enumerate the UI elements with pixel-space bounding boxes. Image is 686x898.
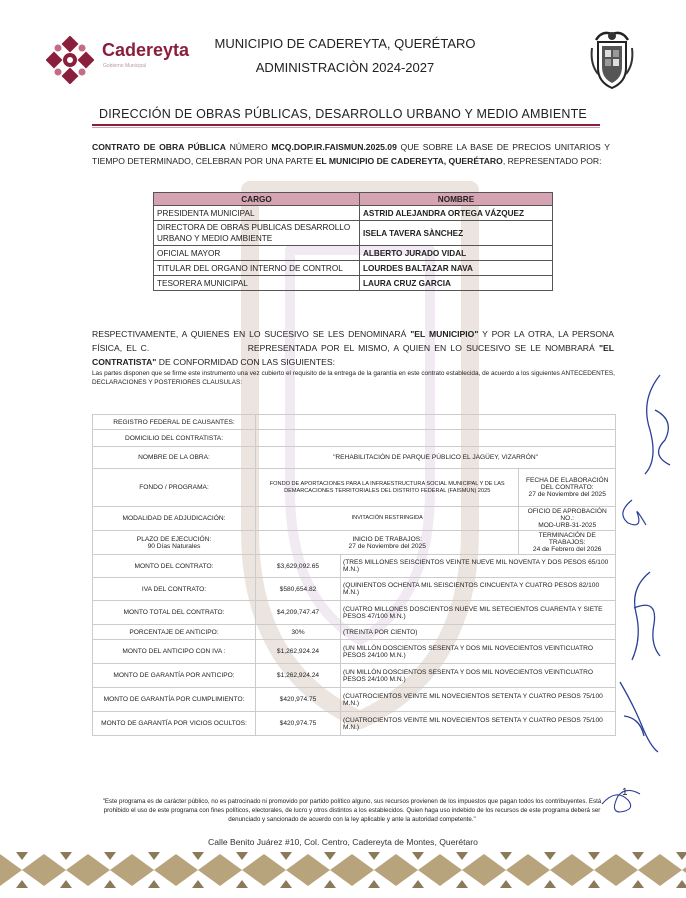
plazo-value: 90 Días Naturales xyxy=(147,542,201,550)
money-row xyxy=(93,625,616,640)
money-words: (UN MILLÓN DOSCIENTOS SESENTA Y DOS MIL NOVECIENTOS VEINTICUATRO PESOS 24/100 M.N.) xyxy=(341,640,616,664)
money-amount: $1,262,924.24 xyxy=(256,640,341,664)
money-words: (UN MILLÓN DOSCIENTOS SESENTA Y DOS MIL NOVECIENTOS VEINTICUATRO PESOS 24/100 M.N.) xyxy=(341,664,616,688)
contracting-party: EL MUNICIPIO DE CADEREYTA, QUERÉTARO xyxy=(315,156,503,166)
table-row xyxy=(93,469,616,507)
p2-part4: DE CONFORMIDAD CON LAS SIGUIENTES: xyxy=(158,357,335,367)
cargo-cell: DIRECTORA DE OBRAS PUBLICAS DESARROLLO URBANO Y MEDIO AMBIENTE xyxy=(154,221,360,246)
money-amount: $3,629,092.65 xyxy=(256,555,341,578)
cargo-cell: TESORERA MUNICIPAL xyxy=(154,276,360,291)
money-row xyxy=(93,601,616,625)
money-label: IVA DEL CONTRATO: xyxy=(93,578,256,601)
nombre-cell: LAURA CRUZ GARCIA xyxy=(360,276,553,291)
fecha-elaboracion xyxy=(519,469,616,507)
p2-part3: REPRESENTADA POR EL MISMO, A QUIEN EN LO SUCESIVO SE LE NOMBRARÁ xyxy=(247,343,595,353)
money-label: MONTO DE GARANTÍA POR CUMPLIMIENTO: xyxy=(93,688,256,712)
termino-value: 24 de Febrero del 2026 xyxy=(532,546,602,553)
intro-lead: CONTRATO DE OBRA PÚBLICA xyxy=(92,142,226,152)
table-row xyxy=(93,447,616,469)
table-row xyxy=(154,276,553,291)
table-row xyxy=(154,261,553,276)
inicio-cell xyxy=(256,531,519,555)
domicilio-label: DOMICILIO DEL CONTRATISTA: xyxy=(93,430,256,447)
inicio-value: 27 de Noviembre del 2025 xyxy=(348,542,426,550)
plazo-cell xyxy=(93,531,256,555)
obra-value: "REHABILITACIÓN DE PARQUE PÚBLICO EL JAGÜEY, VIZARRÓN" xyxy=(256,447,616,469)
administration-title: ADMINISTRACIÒN 2024-2027 xyxy=(255,60,435,75)
table-row xyxy=(93,430,616,447)
municipality-title: MUNICIPIO DE CADEREYTA, QUERÉTARO xyxy=(214,36,476,51)
money-words: (TRES MILLONES SEISCIENTOS VEINTE NUEVE MIL NOVENTA Y DOS PESOS 65/100 M.N.) xyxy=(341,555,616,578)
cargo-cell: TITULAR DEL ORGANO INTERNO DE CONTROL xyxy=(154,261,360,276)
intro-tail: , REPRESENTADO POR: xyxy=(502,156,602,166)
cargo-cell: OFICIAL MAYOR xyxy=(154,246,360,261)
intro-numero: NÚMERO xyxy=(229,142,268,152)
money-amount: $4,209,747.47 xyxy=(256,601,341,625)
money-words: (CUATROCIENTOS VEINTE MIL NOVECIENTOS SETENTA Y CUATRO PESOS 75/100 M.N.) xyxy=(341,688,616,712)
col-cargo: CARGO xyxy=(154,193,360,206)
money-amount: $1,262,924.24 xyxy=(256,664,341,688)
header-divider-thin xyxy=(92,127,600,128)
department-title: DIRECCIÓN DE OBRAS PÚBLICAS, DESARROLLO URBANO Y MEDIO AMBIENTE xyxy=(99,107,587,121)
nombre-cell: ASTRID ALEJANDRA ORTEGA VÁZQUEZ xyxy=(360,206,553,221)
money-row xyxy=(93,640,616,664)
address: Calle Benito Juárez #10, Col. Centro, Cadereyta de Montes, Querétaro xyxy=(208,837,478,847)
p2-part1: RESPECTIVAMENTE, A QUIENES EN LO SUCESIVO SE LES DENOMINARÁ xyxy=(92,329,407,339)
fondo-label: FONDO / PROGRAMA: xyxy=(93,469,256,507)
page-number: 1 xyxy=(622,787,628,798)
contract-details-table xyxy=(92,414,616,736)
money-label: PORCENTAJE DE ANTICIPO: xyxy=(93,625,256,640)
money-words: (QUINIENTOS OCHENTA MIL SEISCIENTOS CINCUENTA Y CUATRO PESOS 82/100 M.N.) xyxy=(341,578,616,601)
money-row xyxy=(93,712,616,736)
oficio-value: MOD-URB-31-2025 xyxy=(538,522,597,529)
table-row xyxy=(154,206,553,221)
oficio-label: OFICIO DE APROBACIÓN NO.: xyxy=(527,508,607,522)
money-label: MONTO DE GARANTÍA POR ANTICIPO: xyxy=(93,664,256,688)
obra-label: NOMBRE DE LA OBRA: xyxy=(93,447,256,469)
guarantee-note: Las partes disponen que se firme este instrumento una vez cubierto el requisito de la entrega de la garantía en este contrato establecida, de acuerdo a los siguientes ANTECEDENTES, DECLARACIONES Y POSTERIORES CLAUSULAS: xyxy=(92,370,615,386)
money-amount: $420,974.75 xyxy=(256,712,341,736)
contract-intro-paragraph xyxy=(92,140,610,168)
table-row xyxy=(154,221,553,246)
money-label: MONTO DEL ANTICIPO CON IVA : xyxy=(93,640,256,664)
rfc-value xyxy=(256,415,616,430)
money-amount: $580,654.82 xyxy=(256,578,341,601)
oficio-aprobacion xyxy=(519,507,616,531)
cadereyta-emblem-icon xyxy=(46,36,94,84)
p2-part2: Y POR LA OTRA, LA PERSONA FÍSICA, EL C. xyxy=(92,329,614,353)
fondo-value: FONDO DE APORTACIONES PARA LA INFRAESTRUCTURA SOCIAL MUNICIPAL Y DE LAS DEMARCACIONES TERRITORIALES DEL DISTRITO FEDERAL (FAISMUN) 2025 xyxy=(256,469,519,507)
handwritten-signature xyxy=(614,676,660,756)
officials-header-row xyxy=(154,193,553,206)
money-row xyxy=(93,664,616,688)
brand-tagline: Gobierno Municipal xyxy=(103,63,147,69)
nombre-cell: ISELA TAVERA SÀNCHEZ xyxy=(360,221,553,246)
termino-label: TERMINACIÓN DE TRABAJOS: xyxy=(538,532,596,546)
officials-table xyxy=(153,192,553,291)
handwritten-signature xyxy=(624,568,664,668)
money-words: (CUATRO MILLONES DOSCIENTOS NUEVE MIL SETECIENTOS CUARENTA Y SIETE PESOS 47/100 M.N.) xyxy=(341,601,616,625)
money-row xyxy=(93,688,616,712)
el-contratista-term: "EL CONTRATISTA" xyxy=(92,343,614,367)
inicio-label: INICIO DE TRABAJOS: xyxy=(352,535,422,543)
intro-middle: QUE SOBRE LA BASE DE PRECIOS UNITARIOS Y TIEMPO DETERMINADO, CELEBRAN POR UNA PARTE xyxy=(92,142,610,166)
table-row xyxy=(93,415,616,430)
nombre-cell: ALBERTO JURADO VIDAL xyxy=(360,246,553,261)
table-row xyxy=(154,246,553,261)
col-nombre: NOMBRE xyxy=(360,193,553,206)
money-label: MONTO TOTAL DEL CONTRATO: xyxy=(93,601,256,625)
money-words: (CUATROCIENTOS VEINTE MIL NOVECIENTOS SETENTA Y CUATRO PESOS 75/100 M.N.) xyxy=(341,712,616,736)
domicilio-value xyxy=(256,430,616,447)
parties-paragraph xyxy=(92,327,614,369)
money-label: MONTO DEL CONTRATO: xyxy=(93,555,256,578)
money-row xyxy=(93,578,616,601)
rfc-label: REGISTRO FEDERAL DE CAUSANTES: xyxy=(93,415,256,430)
modalidad-value: INVITACIÓN RESTRINGIDA xyxy=(256,507,519,531)
plazo-label: PLAZO DE EJECUCIÓN: xyxy=(136,535,212,543)
termino-cell xyxy=(519,531,616,555)
brand-name: Cadereyta xyxy=(102,40,190,60)
modalidad-label: MODALIDAD DE ADJUDICACIÓN: xyxy=(93,507,256,531)
fecha-elab-value: 27 de Noviembre del 2025 xyxy=(528,491,606,498)
coat-of-arms-icon xyxy=(588,28,636,90)
money-words: (TREINTA POR CIENTO) xyxy=(341,625,616,640)
header-divider xyxy=(92,124,600,126)
handwritten-initial xyxy=(612,495,652,535)
cargo-cell: PRESIDENTA MUNICIPAL xyxy=(154,206,360,221)
table-row xyxy=(93,531,616,555)
money-label: MONTO DE GARANTÍA POR VICIOS OCULTOS: xyxy=(93,712,256,736)
table-row xyxy=(93,507,616,531)
contract-number: MCQ.DOP.IR.FAISMUN.2025.09 xyxy=(271,142,397,152)
decorative-pattern-band xyxy=(0,850,686,890)
el-municipio-term: "EL MUNICIPIO" xyxy=(410,329,479,339)
handwritten-signature xyxy=(630,370,680,480)
state-seal xyxy=(588,28,636,90)
money-amount: 30% xyxy=(256,625,341,640)
money-row xyxy=(93,555,616,578)
money-amount: $420,974.75 xyxy=(256,688,341,712)
legal-disclaimer: "Este programa es de carácter público, no es patrocinado ni promovido por partido político alguno, sus recursos provienen de los impuestos que pagan todos los contribuyentes. Está prohibido el uso de este programa con fines políticos, electorales, de lucro y otros distintos a los establecidos. Quien haga uso indebido de los recursos de este programa deberá ser denunciado y sancionado de acuerdo con la ley aplicable y ante la autoridad competente." xyxy=(102,798,602,823)
nombre-cell: LOURDES BALTAZAR NAVA xyxy=(360,261,553,276)
fecha-elab-label: FECHA DE ELABORACIÓN DEL CONTRATO: xyxy=(525,477,609,491)
